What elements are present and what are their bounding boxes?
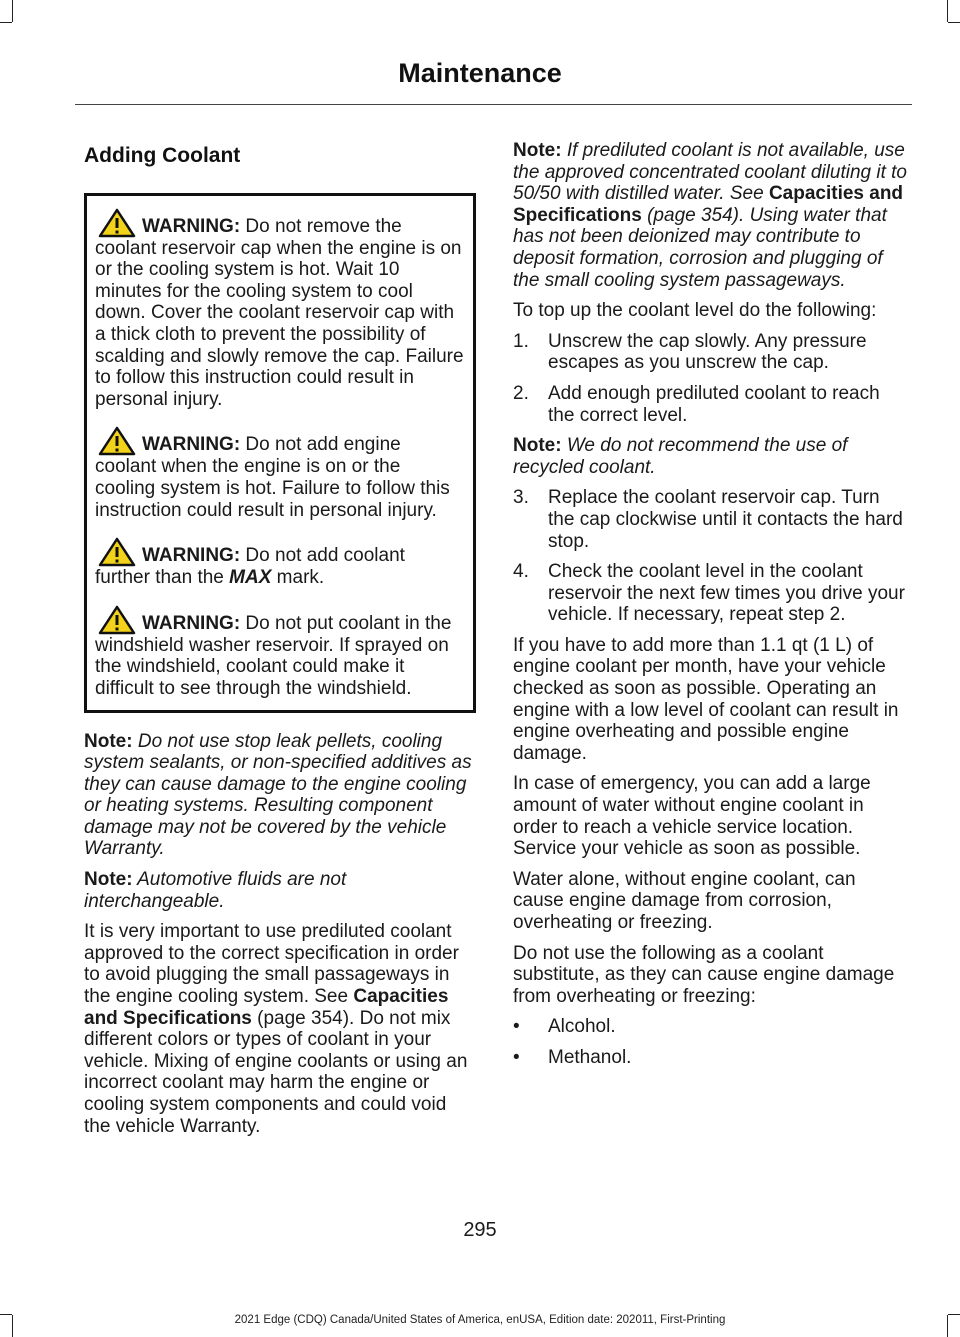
- note-label: Note:: [513, 140, 562, 161]
- crop-mark: [947, 0, 948, 22]
- list-item: [513, 331, 911, 374]
- note: [84, 731, 476, 861]
- note: [513, 140, 911, 291]
- step-text: Add enough prediluted coolant to reach the correct level.: [548, 382, 880, 426]
- note-label: Note:: [84, 730, 133, 752]
- warning-label: WARNING:: [142, 215, 241, 237]
- left-column: [84, 140, 476, 1146]
- warning-label: WARNING:: [142, 545, 241, 567]
- note-text: Do not use stop leak pellets, cooling system sealants, or non-specified additives as they can cause damage to the engine cooling or heating systems. Resulting component damage may not be covered by the vehicle Warranty.: [84, 730, 472, 860]
- bullet-icon: •: [513, 1016, 520, 1038]
- paragraph-text: (page 354). Do not mix different colors or types of coolant in your vehicle. Mixing of engine coolants or using an incorrect coolant may harm the engine or cooling system components and could void the vehicle Warranty.: [84, 1007, 468, 1137]
- page-number: 295: [463, 1219, 497, 1241]
- paragraph: [84, 921, 476, 1137]
- list-item: [513, 561, 911, 626]
- step-text: Replace the coolant reservoir cap. Turn the cap clockwise until it contacts the hard stop.: [548, 487, 903, 552]
- warning-triangle-icon: [98, 426, 136, 456]
- warning-label: WARNING:: [142, 612, 241, 634]
- bullet-list: [513, 1016, 911, 1068]
- note-text: If prediluted coolant is not available, use the approved concentrated coolant diluting it to 50/50 with distilled water. See: [513, 140, 907, 205]
- paragraph: Do not use the following as a coolant substitute, as they can cause engine damage from overheating or freezing:: [513, 942, 895, 1007]
- step-number: 1.: [513, 330, 529, 352]
- bullet-text: Alcohol.: [548, 1016, 616, 1038]
- bullet-icon: •: [513, 1046, 520, 1068]
- warning-item: [95, 537, 465, 589]
- note-label: Note:: [84, 869, 133, 891]
- paragraph: If you have to add more than 1.1 qt (1 L) of engine coolant per month, have your vehicle checked as soon as possible. Operating an engine with a low level of coolant can result in engine overheating and possible engine damage.: [513, 634, 899, 764]
- warning-triangle-icon: [98, 605, 136, 635]
- note-text: We do not recommend the use of recycled coolant.: [513, 435, 848, 478]
- step-number: 3.: [513, 487, 529, 509]
- steps-list: [513, 487, 911, 626]
- step-text: Unscrew the cap slowly. Any pressure escapes as you unscrew the cap.: [548, 330, 867, 374]
- step-number: 2.: [513, 382, 529, 404]
- warning-text: Do not add coolant further than the: [95, 545, 405, 589]
- step-text: Check the coolant level in the coolant reservoir the next few times you drive your vehicle. If necessary, repeat step 2.: [548, 561, 905, 626]
- list-item: [513, 383, 911, 426]
- note: [84, 869, 476, 912]
- list-item: [513, 487, 911, 552]
- warning-box: [84, 193, 476, 713]
- max-mark-label: MAX: [229, 567, 272, 589]
- cross-reference-link[interactable]: Capacities and Specifications: [513, 183, 904, 226]
- warning-item: [95, 426, 465, 521]
- warning-item: [95, 605, 465, 700]
- warning-triangle-icon: [98, 537, 136, 567]
- crop-mark: [948, 22, 960, 23]
- note-text: (page 354). Using water that has not been deionized may contribute to deposit formation, corrosion and plugging of the small cooling system passageways.: [513, 204, 887, 291]
- bullet-text: Methanol.: [548, 1046, 632, 1068]
- warning-text: Do not put coolant in the windshield washer reservoir. If sprayed on the windshield, coolant could make it difficult to see through the windshield.: [95, 612, 452, 699]
- steps-list: [513, 331, 911, 426]
- crop-mark: [0, 22, 12, 23]
- crop-mark: [12, 0, 13, 22]
- paragraph: To top up the coolant level do the following:: [513, 300, 877, 322]
- warning-text: Do not add engine coolant when the engine is on or the cooling system is hot. Failure to follow this instruction could result in personal injury.: [95, 434, 450, 521]
- paragraph-text: It is very important to use prediluted coolant approved to the correct specification in order to avoid plugging the small passageways in the engine cooling system. See: [84, 921, 459, 1008]
- cross-reference-link[interactable]: Capacities and Specifications: [84, 986, 449, 1029]
- paragraph: Water alone, without engine coolant, can cause engine damage from corrosion, overheating or freezing.: [513, 868, 856, 933]
- page-header: Maintenance: [398, 58, 562, 88]
- warning-item: [95, 208, 465, 411]
- paragraph: In case of emergency, you can add a large amount of water without engine coolant in order to reach a vehicle service location. Service your vehicle as soon as possible.: [513, 773, 871, 860]
- warning-triangle-icon: [98, 208, 136, 238]
- right-column: [513, 140, 911, 1078]
- header-rule: [75, 104, 912, 105]
- note-text: Automotive fluids are not interchangeable.: [84, 869, 347, 912]
- warning-label: WARNING:: [142, 434, 241, 456]
- note-label: Note:: [513, 435, 562, 457]
- note: [513, 435, 911, 478]
- list-item: [513, 1016, 911, 1038]
- section-heading: Adding Coolant: [84, 144, 241, 167]
- list-item: [513, 1047, 911, 1069]
- warning-text: Do not remove the coolant reservoir cap when the engine is on or the cooling system is hot. Wait 10 minutes for the cooling system to cool down. Cover the coolant reservoir cap with a thick cloth to prevent the possibility of scalding and slowly remove the cap. Failure to follow this instruction could result in personal injury.: [95, 215, 464, 410]
- edition-footer: 2021 Edge (CDQ) Canada/United States of America, enUSA, Edition date: 202011, First-Printing: [234, 1314, 726, 1326]
- step-number: 4.: [513, 561, 529, 583]
- warning-text: mark.: [271, 567, 325, 589]
